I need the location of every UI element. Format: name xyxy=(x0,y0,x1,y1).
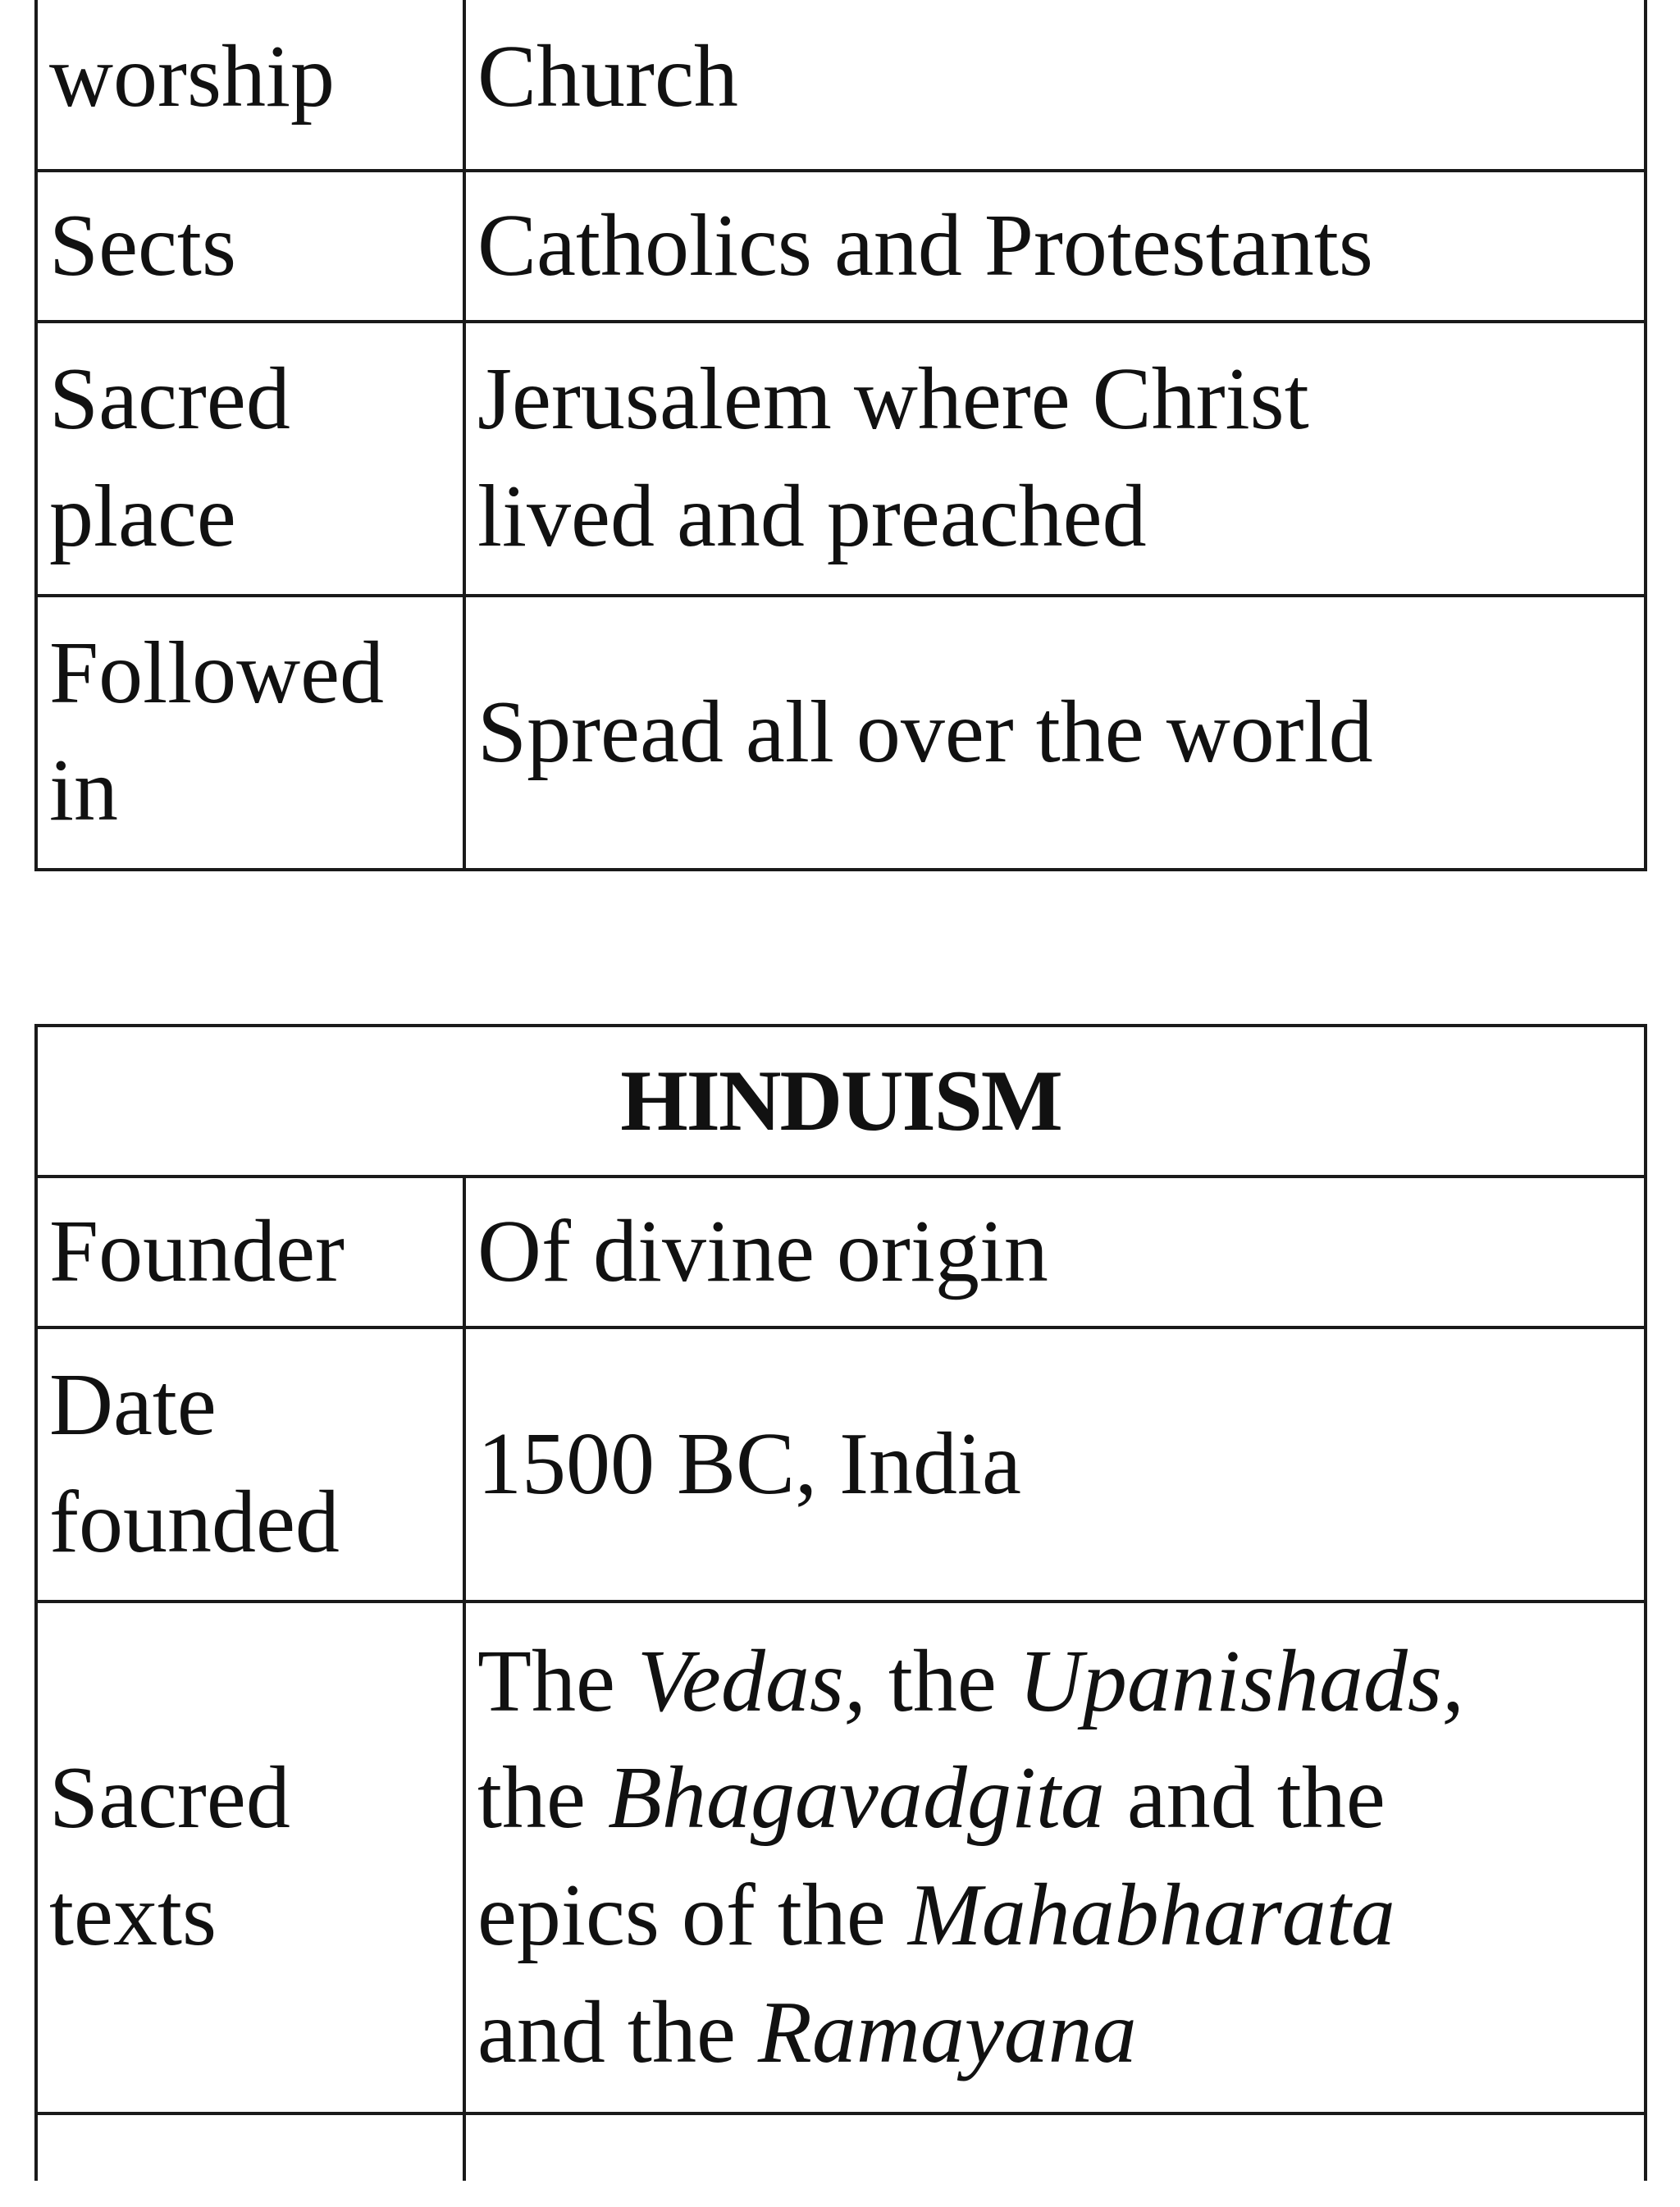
text-run: the xyxy=(865,1632,1019,1730)
row-value-cell xyxy=(464,0,1646,171)
row-value: Spread all over the world xyxy=(464,596,1646,870)
text-run: the xyxy=(477,1749,608,1848)
row-value: Catholics and Protestants xyxy=(464,171,1646,322)
row-value-line xyxy=(477,1857,1644,1975)
table-row xyxy=(36,322,1646,596)
row-value-cell xyxy=(464,1602,1646,2113)
italic-title: Ramayana xyxy=(757,1983,1137,2081)
row-label-cell xyxy=(36,0,464,171)
table-row xyxy=(36,2113,1646,2181)
text-run: and the xyxy=(477,1983,758,2081)
row-value: Church xyxy=(477,27,738,126)
row-value: Of divine origin xyxy=(464,1177,1646,1327)
row-label-cell xyxy=(36,1602,464,2113)
row-value-cell xyxy=(464,322,1646,596)
hinduism-table xyxy=(34,1024,1647,2181)
italic-title: Bhagavadgita xyxy=(607,1749,1105,1848)
christianity-table xyxy=(34,0,1647,871)
row-value-cell xyxy=(464,2113,1646,2181)
italic-title: Mahabharata xyxy=(907,1867,1395,1964)
row-label-line: Sacred xyxy=(49,350,290,449)
row-label-line: Sacred xyxy=(49,1749,290,1848)
row-label-line: in xyxy=(49,742,119,839)
row-label-cell xyxy=(36,322,464,596)
table-row xyxy=(36,171,1646,322)
table-row xyxy=(36,1602,1646,2113)
row-value-line: Jerusalem where Christ xyxy=(477,350,1309,449)
row-label-line: Date xyxy=(49,1356,217,1455)
row-value-line: lived and preached xyxy=(477,468,1147,565)
text-run: epics of the xyxy=(477,1867,908,1964)
italic-title: Upanishads, xyxy=(1018,1632,1464,1730)
row-label-line: texts xyxy=(49,1867,217,1964)
italic-title: Vedas, xyxy=(637,1632,866,1730)
table-title: HINDUISM xyxy=(36,1026,1646,1177)
row-label: Founder xyxy=(36,1177,464,1327)
table-header-row xyxy=(36,1026,1646,1177)
row-value: 1500 BC, India xyxy=(464,1327,1646,1602)
row-label-cell xyxy=(36,2113,464,2181)
text-run: and the xyxy=(1104,1749,1386,1848)
table-row xyxy=(36,0,1646,171)
row-label-cell xyxy=(36,1327,464,1602)
table-row xyxy=(36,1177,1646,1327)
row-label: worship xyxy=(49,27,335,126)
row-label: Sects xyxy=(36,171,464,322)
text-run: The xyxy=(477,1632,637,1730)
row-label-line: founded xyxy=(49,1474,340,1571)
row-value-line xyxy=(477,1624,1644,1741)
table-row xyxy=(36,1327,1646,1602)
row-label-line: place xyxy=(49,468,236,565)
row-value-line xyxy=(477,1975,1644,2092)
row-label-cell xyxy=(36,596,464,870)
row-value-line xyxy=(477,1740,1644,1857)
table-row xyxy=(36,596,1646,870)
row-label-line: Followed xyxy=(49,624,385,723)
